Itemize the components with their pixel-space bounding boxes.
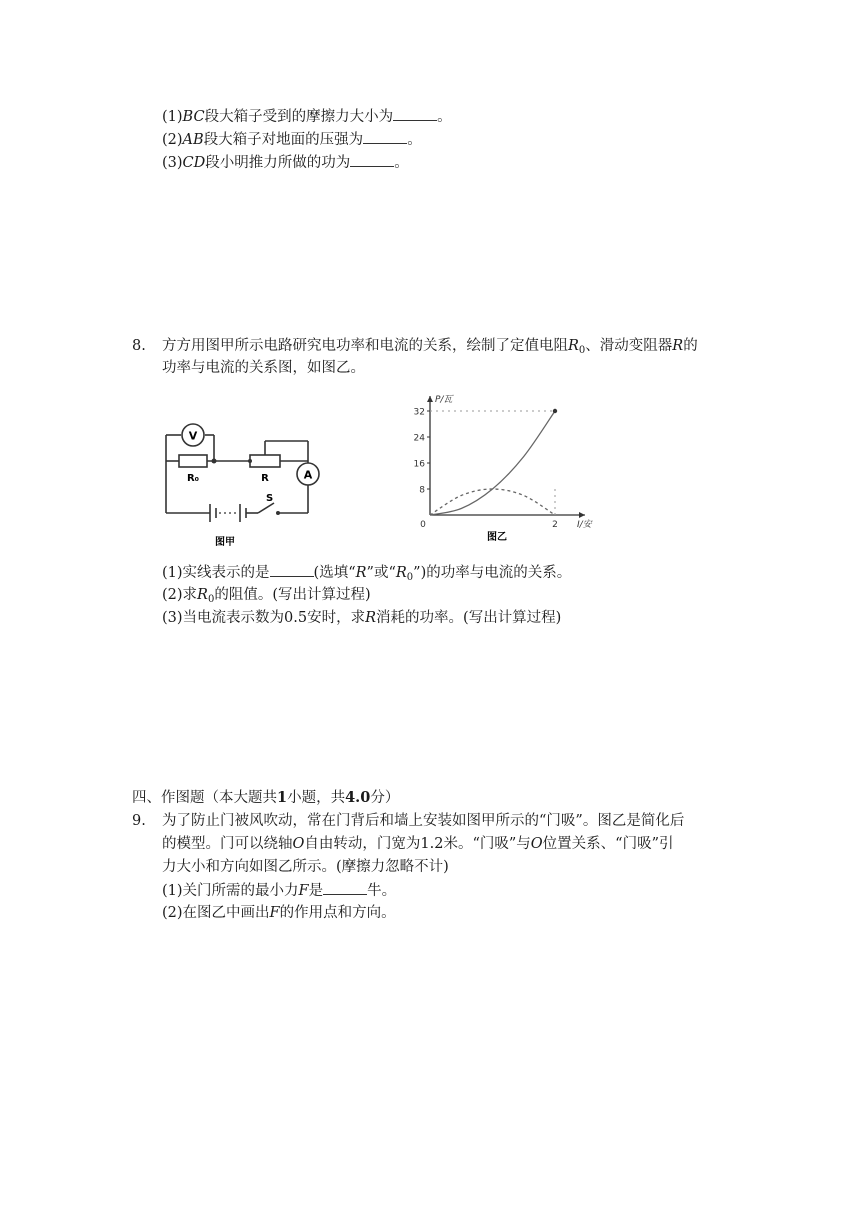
q9-sub2 xyxy=(162,903,396,923)
q9-stem-line3: 力大小和方向如图乙所示。(摩擦力忽略不计) xyxy=(162,859,449,875)
q8-sub2-text: 的阻值。(写出计算过程) xyxy=(214,587,371,603)
symbol-sub: 0 xyxy=(207,594,215,605)
figure-a-caption: 图甲 xyxy=(215,537,235,548)
symbol-r: R xyxy=(672,338,684,354)
symbol-r: R xyxy=(395,565,407,581)
symbol-o: O xyxy=(292,836,305,852)
q9-sub1-text: (1)关门所需的最小力 xyxy=(162,883,299,899)
voltmeter-label: V xyxy=(188,429,198,443)
solid-series-line xyxy=(430,411,555,515)
q9-sub1-text: 牛。 xyxy=(367,883,397,899)
y-tick-label: 8 xyxy=(419,485,425,496)
q7-sub3 xyxy=(162,152,409,173)
q8-number: 8. xyxy=(132,338,146,354)
q9-sub2-text: (2)在图乙中画出 xyxy=(162,905,270,921)
x-axis-label: I/安 xyxy=(577,520,592,530)
q9-text: 的模型。门可以绕轴 xyxy=(162,836,293,852)
figure-b-caption: 图乙 xyxy=(487,532,507,543)
y-tick-label: 32 xyxy=(413,407,425,418)
answer-blank[interactable] xyxy=(363,129,407,144)
q8-text: 方方用图甲所示电路研究电功率和电流的关系，绘制了定值电阻 xyxy=(162,338,568,354)
circuit-diagram xyxy=(150,415,330,550)
section-heading xyxy=(132,788,399,808)
symbol-f: F xyxy=(269,905,280,921)
segment-label: AB xyxy=(182,132,204,148)
q8-stem-line2: 功率与电流的关系图，如图乙。 xyxy=(162,360,365,376)
answer-blank[interactable] xyxy=(393,106,437,121)
q8-sub2 xyxy=(162,585,371,610)
heading-points: 4.0 xyxy=(345,789,371,806)
symbol-r: R xyxy=(197,587,208,603)
q9-stem-line1: 为了防止门被风吹动，常在门背后和墙上安装如图甲所示的“门吸”。图乙是简化后 xyxy=(162,813,685,829)
symbol-r: R xyxy=(365,610,377,626)
q7-sub1-text: 段大箱子受到的摩擦力大小为 xyxy=(204,109,394,125)
q7-sub2-prefix: (2) xyxy=(162,132,183,148)
heading-text: 分） xyxy=(370,790,400,806)
q8-sub1-text: ”或“ xyxy=(366,565,396,581)
q8-sub3-text: 消耗的功率。(写出计算过程) xyxy=(376,610,562,626)
q9-sub1 xyxy=(162,880,396,901)
y-tick-label: 16 xyxy=(413,459,425,470)
q9-sub2-text: 的作用点和方向。 xyxy=(279,905,396,921)
q8-sub3-text: (3)当电流表示数为0.5安时，求 xyxy=(162,610,366,626)
x-tick-label: 0 xyxy=(420,520,426,530)
segment-label: CD xyxy=(182,155,206,171)
r-label: R xyxy=(261,473,269,484)
symbol-o: O xyxy=(530,836,543,852)
dashed-series-line xyxy=(430,489,555,515)
q8-sub3 xyxy=(162,608,561,628)
endpoint-dot xyxy=(553,409,557,413)
q7-sub2 xyxy=(162,129,422,150)
symbol-sub: 0 xyxy=(578,345,586,356)
q7-sub3-prefix: (3) xyxy=(162,155,183,171)
q7-sub1 xyxy=(162,106,452,127)
symbol-f: F xyxy=(298,883,309,899)
q7-sub3-text: 段小明推力所做的功为 xyxy=(205,155,351,171)
q9-text: 自由转动，门宽为1.2米。“门吸”与 xyxy=(304,836,531,852)
x-arrow-icon xyxy=(579,512,585,518)
heading-text: 小题，共 xyxy=(287,790,346,806)
q8-sub2-text: (2)求 xyxy=(162,587,198,603)
punct: 。 xyxy=(407,132,422,148)
symbol-r: R xyxy=(568,338,579,354)
x-tick-label: 2 xyxy=(552,520,558,530)
answer-blank[interactable] xyxy=(323,880,367,895)
y-axis-label: P/瓦 xyxy=(435,395,453,405)
answer-blank[interactable] xyxy=(270,562,314,577)
q9-text: 位置关系、“门吸”引 xyxy=(542,836,674,852)
q8-sub1-text: (1)实线表示的是 xyxy=(162,565,270,581)
y-arrow-icon xyxy=(427,396,433,402)
switch-label: S xyxy=(266,493,274,504)
r0-label: R₀ xyxy=(186,473,200,484)
q8-text: 、滑动变阻器 xyxy=(585,338,673,354)
q8-sub1-text: ”)的功率与电流的关系。 xyxy=(413,565,572,581)
punct: 。 xyxy=(437,109,452,125)
answer-blank[interactable] xyxy=(350,152,394,167)
heading-text: 四、作图题（本大题共 xyxy=(132,790,277,806)
ammeter-label: A xyxy=(303,468,313,482)
q8-text: 的 xyxy=(683,338,698,354)
y-tick-label: 24 xyxy=(413,433,425,444)
heading-count: 1 xyxy=(277,789,288,806)
q9-sub1-text: 是 xyxy=(308,883,324,899)
segment-label: BC xyxy=(182,109,205,125)
punct: 。 xyxy=(394,155,409,171)
q9-number: 9. xyxy=(132,813,146,829)
symbol-r: R xyxy=(355,565,367,581)
q7-sub2-text: 段大箱子对地面的压强为 xyxy=(203,132,364,148)
power-current-graph xyxy=(400,388,610,548)
q9-stem-line2 xyxy=(162,834,674,854)
q8-sub1-text: (选填“ xyxy=(313,565,356,581)
symbol-sub: 0 xyxy=(406,572,414,583)
q7-sub1-prefix: (1) xyxy=(162,109,183,125)
